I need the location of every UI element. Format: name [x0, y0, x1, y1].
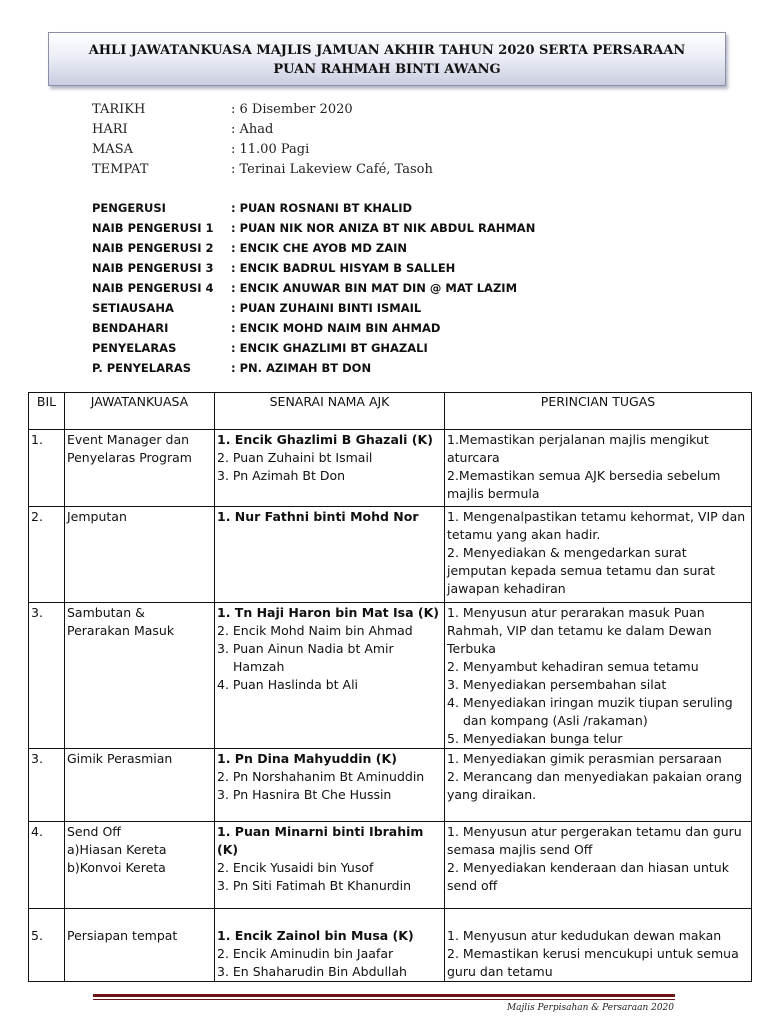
event-info-row	[92, 120, 433, 140]
task-item: 1. Menyusun atur pergerakan tetamu dan guru semasa majlis send Off	[447, 824, 742, 857]
ajk-name: 1. Nur Fathni binti Mohd Nor	[217, 509, 419, 524]
jawatankuasa-line: Perarakan Masuk	[67, 623, 175, 638]
row-bil: 1.	[29, 430, 65, 507]
officer-row	[92, 298, 535, 318]
header-perincian-tugas: PERINCIAN TUGAS	[445, 393, 752, 430]
officer-row	[92, 238, 535, 258]
row-tasks	[445, 909, 752, 982]
officer-name: : ENCIK BADRUL HISYAM B SALLEH	[231, 261, 456, 275]
officer-role: SETIAUSAHA	[92, 301, 174, 315]
ajk-name: 1. Encik Ghazlimi B Ghazali (K)	[217, 432, 433, 447]
table-row	[29, 507, 752, 603]
row-bil: 3.	[29, 603, 65, 749]
event-info-label: HARI	[92, 122, 128, 137]
row-jawatankuasa	[65, 507, 215, 603]
officer-row	[92, 198, 535, 218]
document-title-box	[48, 32, 726, 86]
committee-table	[28, 392, 752, 982]
header-senarai-nama: SENARAI NAMA AJK	[215, 393, 445, 430]
ajk-name: 2. Encik Yusaidi bin Yusof	[217, 860, 374, 875]
jawatankuasa-line: Penyelaras Program	[67, 450, 192, 465]
event-info-row	[92, 100, 433, 120]
jawatankuasa-line: a)Hiasan Kereta	[67, 842, 167, 857]
row-names	[215, 909, 445, 982]
ajk-name: 3. Pn Azimah Bt Don	[217, 468, 346, 483]
row-bil: 4.	[29, 822, 65, 909]
event-info-value: : Terinai Lakeview Café, Tasoh	[231, 162, 433, 177]
row-tasks	[445, 430, 752, 507]
task-item: 1. Menyusun atur perarakan masuk Puan Rahmah, VIP dan tetamu ke dalam Dewan Terbuka	[447, 605, 712, 656]
header-jawatankuasa: JAWATANKUASA	[65, 393, 215, 430]
task-item: 2. Menyediakan kenderaan dan hiasan untuk send off	[447, 860, 729, 893]
ajk-name: 2. Encik Mohd Naim bin Ahmad	[217, 623, 413, 638]
footer-rule-thick	[93, 994, 675, 997]
row-names	[215, 749, 445, 822]
row-names	[215, 603, 445, 749]
task-item: 5. Menyediakan bunga telur	[447, 731, 623, 746]
task-item: 2. Memastikan kerusi mencukupi untuk semua guru dan tetamu	[447, 946, 739, 979]
row-names	[215, 507, 445, 603]
event-info-value: : 6 Disember 2020	[231, 102, 353, 117]
event-info-label: TEMPAT	[92, 162, 149, 177]
officer-row	[92, 258, 535, 278]
officer-row	[92, 278, 535, 298]
row-names	[215, 822, 445, 909]
jawatankuasa-line: b)Konvoi Kereta	[67, 860, 166, 875]
row-names	[215, 430, 445, 507]
footer-rule-thin	[93, 999, 675, 1000]
task-item: 2. Menyambut kehadiran semua tetamu	[447, 659, 699, 674]
event-info-label: TARIKH	[92, 102, 146, 117]
table-row	[29, 603, 752, 749]
task-item: 4. Menyediakan iringan muzik tiupan seruling dan kompang (Asli /rakaman)	[447, 695, 733, 728]
row-bil: 2.	[29, 507, 65, 603]
officer-role: NAIB PENGERUSI 1	[92, 221, 214, 235]
ajk-name: 1. Tn Haji Haron bin Mat Isa (K)	[217, 605, 439, 620]
officer-row	[92, 318, 535, 338]
officer-role: NAIB PENGERUSI 3	[92, 261, 214, 275]
task-item: 1. Menyediakan gimik perasmian persaraan	[447, 751, 722, 766]
officer-role: PENGERUSI	[92, 201, 166, 215]
table-row	[29, 822, 752, 909]
footer-text: Majlis Perpisahan & Persaraan 2020	[506, 1003, 674, 1013]
row-tasks	[445, 749, 752, 822]
ajk-name: 2. Encik Aminudin bin Jaafar	[217, 946, 394, 961]
event-info-row	[92, 140, 433, 160]
ajk-name: 4. Puan Haslinda bt Ali	[217, 677, 359, 692]
event-info-row	[92, 160, 433, 180]
row-jawatankuasa	[65, 430, 215, 507]
ajk-name: 1. Encik Zainol bin Musa (K)	[217, 928, 414, 943]
row-jawatankuasa	[65, 909, 215, 982]
officer-role: BENDAHARI	[92, 321, 169, 335]
task-item: 1.Memastikan perjalanan majlis mengikut aturcara	[447, 432, 709, 465]
row-bil: 3.	[29, 749, 65, 822]
row-bil: 5.	[29, 909, 65, 982]
ajk-name: 3. Pn Hasnira Bt Che Hussin	[217, 787, 392, 802]
jawatankuasa-line: Event Manager dan	[67, 432, 190, 447]
ajk-name: 1. Puan Minarni binti Ibrahim (K)	[217, 824, 424, 857]
table-row	[29, 749, 752, 822]
jawatankuasa-line: Gimik Perasmian	[67, 751, 173, 766]
task-item: 3. Menyediakan persembahan silat	[447, 677, 667, 692]
event-info-block	[92, 100, 433, 180]
ajk-name: 2. Pn Norshahanim Bt Aminuddin	[217, 769, 425, 784]
event-info-value: : 11.00 Pagi	[231, 142, 310, 157]
officer-name: : PUAN NIK NOR ANIZA BT NIK ABDUL RAHMAN	[231, 221, 536, 235]
officer-name: : ENCIK MOHD NAIM BIN AHMAD	[231, 321, 441, 335]
document-title-line-1: AHLI JAWATANKUASA MAJLIS JAMUAN AKHIR TAHUN 2020 SERTA PERSARAAN	[88, 43, 686, 58]
officer-name: : PUAN ROSNANI BT KHALID	[231, 201, 413, 215]
ajk-name: 1. Pn Dina Mahyuddin (K)	[217, 751, 397, 766]
row-tasks	[445, 603, 752, 749]
jawatankuasa-line: Send Off	[67, 824, 121, 839]
officer-role: PENYELARAS	[92, 341, 177, 355]
officer-name: : PUAN ZUHAINI BINTI ISMAIL	[231, 301, 422, 315]
row-jawatankuasa	[65, 749, 215, 822]
officer-name: : ENCIK CHE AYOB MD ZAIN	[231, 241, 408, 255]
table-header-row	[29, 393, 752, 430]
task-item: 1. Menyusun atur kedudukan dewan makan	[447, 928, 722, 943]
task-item: 2. Merancang dan menyediakan pakaian orang yang diraikan.	[447, 769, 743, 802]
officers-list	[92, 198, 535, 378]
event-info-label: MASA	[92, 142, 133, 157]
jawatankuasa-line: Persiapan tempat	[67, 928, 178, 943]
jawatankuasa-line: Jemputan	[67, 509, 127, 524]
officer-row	[92, 338, 535, 358]
document-title-line-2: PUAN RAHMAH BINTI AWANG	[273, 62, 501, 77]
officer-row	[92, 358, 535, 378]
ajk-name: 3. En Shaharudin Bin Abdullah	[217, 964, 407, 979]
row-jawatankuasa	[65, 603, 215, 749]
task-item: 2. Menyediakan & mengedarkan surat jemputan kepada semua tetamu dan surat jawapan kehadiran	[447, 545, 716, 596]
task-item: 1. Mengenalpastikan tetamu kehormat, VIP dan tetamu yang akan hadir.	[447, 509, 746, 542]
ajk-name: 3. Pn Siti Fatimah Bt Khanurdin	[217, 878, 412, 893]
officer-role: NAIB PENGERUSI 2	[92, 241, 214, 255]
event-info-value: : Ahad	[231, 122, 274, 137]
officer-row	[92, 218, 535, 238]
officer-role: NAIB PENGERUSI 4	[92, 281, 214, 295]
row-tasks	[445, 822, 752, 909]
jawatankuasa-line: Sambutan &	[67, 605, 145, 620]
header-bil: BIL	[29, 393, 65, 430]
officer-name: : PN. AZIMAH BT DON	[231, 361, 372, 375]
officer-role: P. PENYELARAS	[92, 361, 192, 375]
officer-name: : ENCIK GHAZLIMI BT GHAZALI	[231, 341, 428, 355]
table-row	[29, 909, 752, 982]
row-jawatankuasa	[65, 822, 215, 909]
officer-name: : ENCIK ANUWAR BIN MAT DIN @ MAT LAZIM	[231, 281, 518, 295]
row-tasks	[445, 507, 752, 603]
table-row	[29, 430, 752, 507]
ajk-name: 2. Puan Zuhaini bt Ismail	[217, 450, 373, 465]
task-item: 2.Memastikan semua AJK bersedia sebelum majlis bermula	[447, 468, 721, 501]
ajk-name: 3. Puan Ainun Nadia bt Amir Hamzah	[217, 641, 394, 674]
